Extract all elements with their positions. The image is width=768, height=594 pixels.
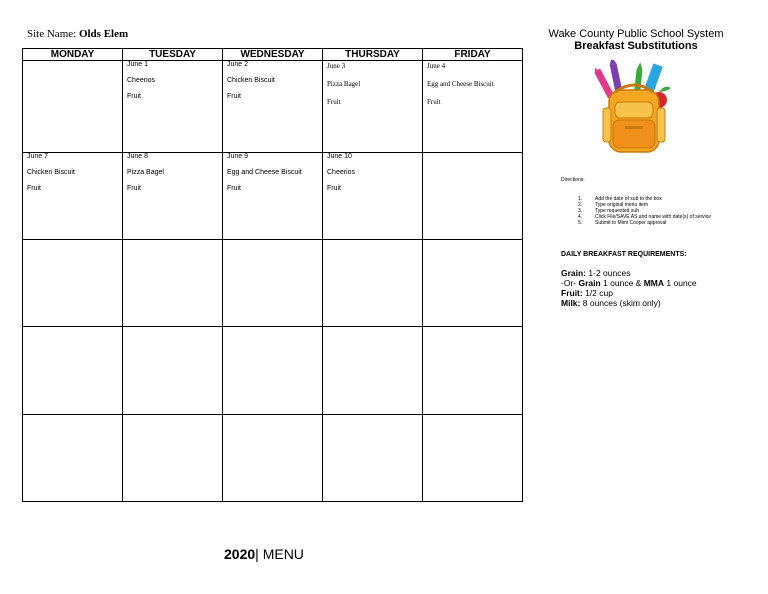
milk-requirement: Milk: 8 ounces (skim only) [561,298,661,308]
list-item: 2. Type original menu item [578,202,649,208]
day-cell[interactable] [223,61,323,153]
cell-date: June 8 [127,153,149,160]
day-cell[interactable] [223,327,323,415]
header-wednesday: WEDNESDAY [223,49,323,61]
original-item: Cheerios [127,77,156,84]
cell-date: June 7 [27,153,49,160]
list-item: 4. Click File/SAVE AS and name with date(s) of service [578,214,712,220]
cell-date: June 4 [427,62,446,70]
original-item: Chicken Biscuit [227,77,275,84]
day-cell[interactable] [123,61,223,153]
sub-item: Fruit [327,185,341,192]
alt-requirement: -Or- Grain 1 ounce & MMA 1 ounce [561,278,697,288]
footer-year: 2020 [224,546,256,562]
day-cell[interactable] [323,327,423,415]
sub-item: Fruit [327,98,341,106]
header-monday: MONDAY [23,49,123,61]
day-cell[interactable] [123,327,223,415]
sidebar-heading [540,28,732,53]
header-thursday: THURSDAY [323,49,423,61]
original-item: Cheerios [327,169,356,176]
site-name-value: Olds Elem [78,28,129,40]
directions-list [566,196,711,226]
cell-date: June 9 [227,153,249,160]
original-item: Egg and Cheese Biscuit [227,169,302,176]
sub-item: Fruit [127,185,141,192]
footer-title [224,546,304,562]
org-name: Wake County Public School System [548,28,724,40]
day-cell[interactable] [223,153,323,240]
requirements-heading: DAILY BREAKFAST REQUIREMENTS: [561,251,687,258]
day-cell[interactable] [223,415,323,502]
day-cell[interactable] [23,327,123,415]
page-title: Breakfast Substitutions [574,40,698,52]
day-cell[interactable] [423,240,523,327]
day-cell[interactable] [323,240,423,327]
fruit-requirement: Fruit: 1/2 cup [561,288,613,298]
backpack-with-crayons-icon [595,60,675,160]
day-cell[interactable] [23,415,123,502]
sub-item: Fruit [127,93,141,100]
sub-item: Fruit [227,93,241,100]
cell-date: June 1 [127,61,149,68]
menu-calendar [22,48,523,502]
cell-date: June 2 [227,61,249,68]
day-cell[interactable] [423,153,523,240]
day-cell[interactable] [123,415,223,502]
sub-item: Fruit [227,185,241,192]
original-item: Egg and Cheese Biscuit [427,80,494,88]
day-cell[interactable] [323,153,423,240]
day-cell[interactable] [123,240,223,327]
cell-date: June 10 [327,153,352,160]
header-tuesday: TUESDAY [123,49,223,61]
grain-requirement: Grain: 1-2 ounces [561,268,631,278]
day-cell[interactable] [423,327,523,415]
day-cell[interactable] [423,415,523,502]
list-item: 5. Submit to Mimi Cooper approval [578,220,667,226]
day-cell[interactable] [323,415,423,502]
site-name-label: Site Name: [27,28,77,40]
day-cell[interactable] [23,153,123,240]
footer-separator: | [255,546,259,562]
day-cell[interactable] [423,61,523,153]
list-item: 1. Add the date of sub to the box [578,196,662,202]
original-item: Chicken Biscuit [27,169,75,176]
day-cell[interactable] [323,61,423,153]
day-cell[interactable] [223,240,323,327]
cell-date: June 3 [327,62,346,70]
site-name [27,28,128,40]
original-item: Pizza Bagel [327,80,361,88]
day-cell[interactable] [23,61,123,153]
directions-label: Directions: [561,177,585,183]
original-item: Pizza Bagel [127,169,164,176]
requirements-list [561,268,697,308]
list-item: 3. Type requested sub [578,208,639,214]
sub-item: Fruit [427,98,441,106]
header-friday: FRIDAY [423,49,523,61]
day-cell[interactable] [23,240,123,327]
day-cell[interactable] [123,153,223,240]
sub-item: Fruit [27,185,41,192]
footer-label: MENU [262,546,304,562]
